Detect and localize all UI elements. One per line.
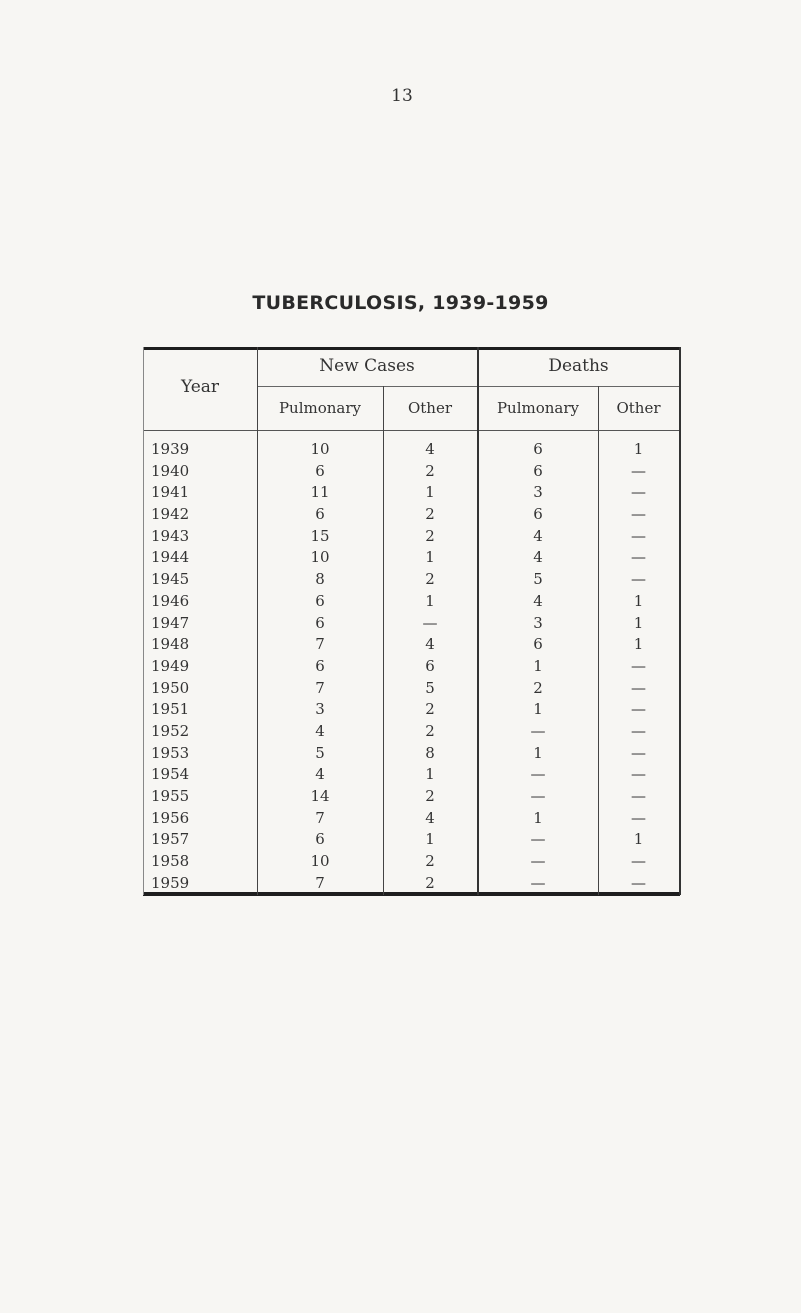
cell-deaths-pulmonary: 6 <box>533 461 543 480</box>
table-row <box>143 613 680 635</box>
cell-deaths-other: — <box>631 548 646 567</box>
table-row <box>143 547 680 569</box>
cell-year: 1959 <box>151 873 190 892</box>
table-row <box>143 482 680 504</box>
cell-new-cases-pulmonary: 10 <box>310 852 330 871</box>
cell-year: 1943 <box>151 526 190 545</box>
header-new-cases-other: Other <box>407 399 453 417</box>
table-row <box>143 851 680 873</box>
cell-year: 1950 <box>151 678 190 697</box>
cell-deaths-pulmonary: 1 <box>533 743 543 762</box>
cell-year: 1945 <box>151 570 190 589</box>
table-row <box>143 634 680 656</box>
cell-new-cases-pulmonary: 4 <box>315 765 325 784</box>
cell-new-cases-pulmonary: 10 <box>310 440 330 458</box>
page-title: TUBERCULOSIS, 1939-1959 <box>252 292 549 314</box>
table-row <box>143 721 680 743</box>
cell-new-cases-other: 1 <box>425 765 435 784</box>
table-row <box>143 786 680 808</box>
cell-deaths-pulmonary: 6 <box>533 440 543 458</box>
cell-year: 1957 <box>151 830 190 849</box>
cell-deaths-other: — <box>631 721 646 740</box>
cell-deaths-pulmonary: 1 <box>533 656 543 675</box>
cell-new-cases-pulmonary: 6 <box>315 656 325 675</box>
page-number: 13 <box>391 86 413 106</box>
header-deaths-other: Other <box>616 399 661 417</box>
cell-deaths-other: — <box>631 483 646 502</box>
cell-new-cases-pulmonary: 6 <box>315 830 325 849</box>
cell-deaths-pulmonary: — <box>530 873 546 892</box>
cell-new-cases-other: 1 <box>425 548 435 567</box>
cell-year: 1951 <box>151 700 190 719</box>
cell-deaths-pulmonary: 6 <box>533 505 543 524</box>
header-year: Year <box>180 377 220 397</box>
table-row <box>143 808 680 830</box>
cell-year: 1958 <box>151 852 190 871</box>
cell-deaths-other: — <box>631 678 646 697</box>
cell-deaths-pulmonary: — <box>530 830 546 849</box>
header-bottom-rule <box>143 430 680 431</box>
cell-new-cases-pulmonary: 11 <box>310 483 330 502</box>
header-new-cases: New Cases <box>319 356 415 376</box>
cell-deaths-pulmonary: — <box>530 787 546 805</box>
cell-new-cases-other: 8 <box>425 743 435 762</box>
cell-deaths-pulmonary: 2 <box>533 678 543 697</box>
cell-new-cases-pulmonary: 4 <box>315 721 325 740</box>
table-row <box>143 569 680 591</box>
cell-deaths-pulmonary: 1 <box>533 700 543 719</box>
cell-year: 1952 <box>151 721 190 740</box>
cell-deaths-other: 1 <box>633 613 644 632</box>
cell-deaths-pulmonary: 4 <box>533 591 543 610</box>
table-row <box>143 678 680 700</box>
cell-new-cases-pulmonary: 6 <box>315 461 325 480</box>
cell-new-cases-pulmonary: 5 <box>315 743 325 762</box>
cell-deaths-pulmonary: 6 <box>533 635 543 654</box>
table-row <box>143 873 680 895</box>
table-row <box>143 743 680 765</box>
cell-new-cases-other: 5 <box>425 678 435 697</box>
cell-new-cases-other: 2 <box>425 852 435 871</box>
cell-new-cases-pulmonary: 6 <box>315 613 325 632</box>
cell-year: 1953 <box>151 743 190 762</box>
cell-new-cases-other: 2 <box>425 873 435 892</box>
cell-deaths-other: — <box>631 656 646 675</box>
table-body <box>143 439 680 894</box>
cell-new-cases-pulmonary: 7 <box>315 678 325 697</box>
table-row <box>143 764 680 786</box>
cell-new-cases-pulmonary: 6 <box>315 505 325 524</box>
cell-new-cases-pulmonary: 8 <box>315 570 325 589</box>
cell-new-cases-other: 1 <box>425 591 435 610</box>
cell-new-cases-pulmonary: 7 <box>315 873 325 892</box>
cell-deaths-other: — <box>631 526 646 545</box>
cell-deaths-pulmonary: 4 <box>533 526 543 545</box>
cell-year: 1956 <box>151 808 190 827</box>
cell-new-cases-other: 2 <box>425 505 435 524</box>
cell-new-cases-pulmonary: 7 <box>315 635 325 654</box>
cell-year: 1954 <box>151 765 190 784</box>
cell-new-cases-other: 2 <box>425 700 435 719</box>
cell-deaths-other: 1 <box>633 635 644 654</box>
table-row <box>143 526 680 548</box>
cell-deaths-other: — <box>631 570 646 589</box>
table-row <box>143 504 680 526</box>
cell-year: 1946 <box>151 591 190 610</box>
cell-deaths-other: 1 <box>633 830 644 849</box>
table-row <box>143 461 680 483</box>
cell-year: 1939 <box>151 440 190 458</box>
cell-year: 1940 <box>151 461 190 480</box>
cell-new-cases-other: 2 <box>425 721 435 740</box>
cell-new-cases-pulmonary: 6 <box>315 591 325 610</box>
cell-new-cases-other: 4 <box>425 808 435 827</box>
cell-year: 1941 <box>151 483 190 502</box>
cell-deaths-other: — <box>631 505 646 524</box>
cell-year: 1944 <box>151 548 190 567</box>
cell-deaths-other: — <box>631 743 646 762</box>
cell-new-cases-other: 6 <box>425 656 435 675</box>
cell-new-cases-pulmonary: 14 <box>310 787 330 805</box>
table-row <box>143 591 680 613</box>
cell-new-cases-other: 2 <box>425 570 435 589</box>
cell-deaths-other: — <box>631 852 646 871</box>
cell-year: 1942 <box>151 505 190 524</box>
cell-new-cases-pulmonary: 3 <box>315 700 325 719</box>
cell-deaths-other: — <box>631 787 646 805</box>
cell-new-cases-pulmonary: 15 <box>310 526 330 545</box>
header-deaths: Deaths <box>548 356 609 376</box>
cell-new-cases-other: — <box>422 613 438 632</box>
cell-deaths-pulmonary: — <box>530 721 546 740</box>
table-row <box>143 439 680 461</box>
cell-deaths-pulmonary: — <box>530 852 546 871</box>
cell-deaths-other: — <box>631 808 646 827</box>
cell-new-cases-other: 4 <box>425 440 435 458</box>
cell-deaths-other: — <box>631 765 646 784</box>
cell-deaths-other: 1 <box>633 440 644 458</box>
table-top-rule <box>143 347 680 350</box>
cell-new-cases-other: 2 <box>425 526 435 545</box>
table-row <box>143 656 680 678</box>
table-row <box>143 699 680 721</box>
cell-deaths-other: — <box>631 700 646 719</box>
subheader-rule <box>257 386 680 387</box>
cell-deaths-other: 1 <box>633 591 644 610</box>
cell-new-cases-other: 2 <box>425 461 435 480</box>
cell-year: 1947 <box>151 613 190 632</box>
cell-deaths-pulmonary: 1 <box>533 808 543 827</box>
cell-new-cases-other: 1 <box>425 483 435 502</box>
header-deaths-pulmonary: Pulmonary <box>496 399 580 417</box>
cell-new-cases-other: 4 <box>425 635 435 654</box>
cell-deaths-pulmonary: 3 <box>533 613 543 632</box>
cell-year: 1955 <box>151 787 190 805</box>
cell-deaths-pulmonary: — <box>530 765 546 784</box>
cell-deaths-other: — <box>631 461 646 480</box>
cell-deaths-pulmonary: 5 <box>533 570 543 589</box>
cell-year: 1949 <box>151 656 190 675</box>
cell-new-cases-other: 1 <box>425 830 435 849</box>
cell-new-cases-pulmonary: 10 <box>310 548 330 567</box>
tuberculosis-table <box>143 347 680 897</box>
cell-deaths-pulmonary: 4 <box>533 548 543 567</box>
cell-year: 1948 <box>151 635 190 654</box>
header-new-cases-pulmonary: Pulmonary <box>278 399 362 417</box>
table-row <box>143 829 680 851</box>
cell-new-cases-other: 2 <box>425 787 435 805</box>
cell-new-cases-pulmonary: 7 <box>315 808 325 827</box>
cell-deaths-other: — <box>631 873 646 892</box>
cell-deaths-pulmonary: 3 <box>533 483 543 502</box>
